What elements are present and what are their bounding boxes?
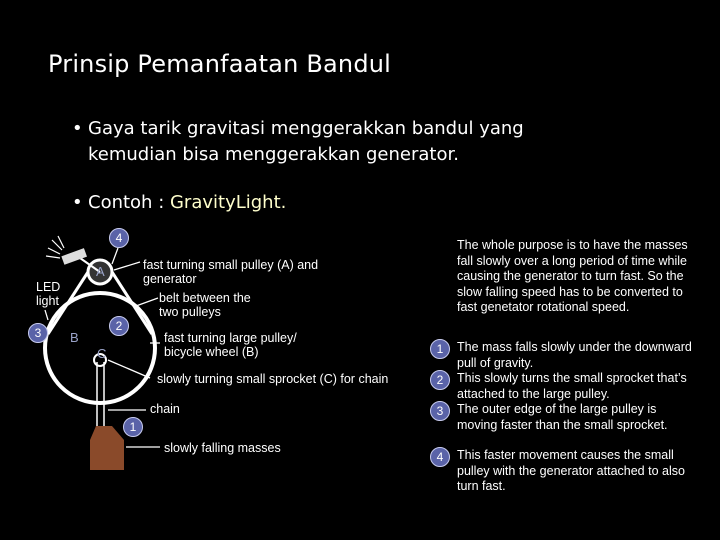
pulley-letter-b: B [70,330,79,345]
step-badge: 2 [430,370,450,390]
led-rays [46,236,64,258]
pulley-letter-a: A [96,264,105,279]
sprocket-label: slowly turning small sprocket (C) for chain [157,372,389,386]
badge-2: 2 [109,316,129,336]
led-body [61,248,87,265]
bullet-prefix: Contoh : [88,192,170,213]
step-item [430,402,700,448]
belt-label: belt between the two pulleys [159,291,251,319]
step-badge: 1 [430,339,450,359]
step-text: The mass falls slowly under the downward pull of gravity. [457,340,692,370]
step-item [430,340,700,371]
purpose-text: The whole purpose is to have the masses fall slowly over a long period of time while causing the generator to turn fast. So the slow falling speed has to be converted to fast genetator rotational speed. [457,238,688,314]
step-item [430,448,700,495]
bullet-highlight: GravityLight. [169,192,287,213]
step-badge: 4 [430,447,450,467]
small-pulley-label: fast turning small pulley (A) and generator [143,258,319,286]
led-light-label: LED light [36,280,61,308]
step-text: This slowly turns the small sprocket that’s attached to the large pulley. [457,371,687,401]
step-badge: 3 [430,401,450,421]
masses-label: slowly falling masses [164,441,281,455]
bullet-dot: • [72,118,83,139]
step-text: This faster movement causes the small pulley with the generator attached to also turn fast. [457,448,685,493]
falling-mass [90,426,124,470]
slide-title: Prinsip Pemanfaatan Bandul [48,50,392,78]
bullet-text: Gaya tarik gravitasi menggerakkan bandul yang kemudian bisa menggerakkan generator. [88,118,524,165]
badge-1: 1 [123,417,143,437]
large-pulley-label: fast turning large pulley/ bicycle wheel (B) [164,331,297,359]
step-list [430,340,700,495]
badge-3: 3 [28,323,48,343]
badge-4: 4 [109,228,129,248]
bullet-dot: • [72,192,83,213]
pulley-letter-c: C [97,346,107,361]
step-item [430,371,700,402]
chain-label: chain [150,402,180,416]
step-text: The outer edge of the large pulley is moving faster than the small sprocket. [457,402,668,432]
